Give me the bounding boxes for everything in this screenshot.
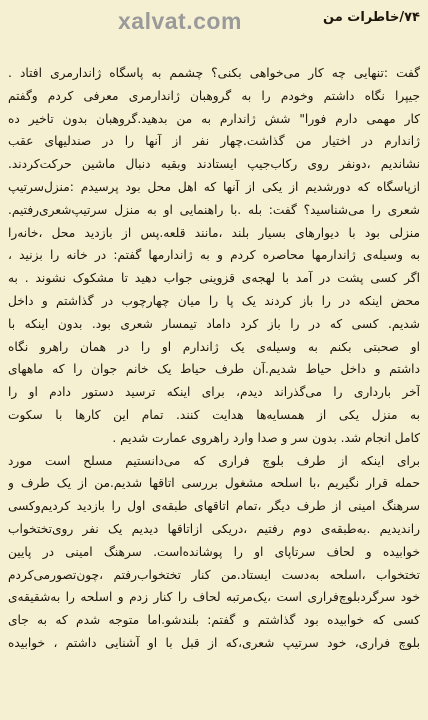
text-line: او صحبتی بکنم به وسیله‌ی یک ژاندارم او را در همان راهرو نگاه xyxy=(8,339,420,354)
text-line: به منزل یکی از همسایه‌ها هدایت کنند. تمام این کارها با سکوت xyxy=(8,407,420,422)
text-line: شعری را می‌شناسید؟ گفت: بله .با راهنمایی او به منزل سرتیپ‌شعری‌رفتیم. xyxy=(8,202,420,217)
text-line: به وسیله‌ی ژاندارمها محاصره کردم و به ژاندارمها گفتم: در خانه را بزنید ، xyxy=(8,248,420,263)
text-line: داشتم و داخل حیاط شدیم.آن طرف حیاط یک خانم جوان را که ماههای xyxy=(8,362,420,377)
text-line: خود سرگردبلوچ‌فراری است ،یک‌مرتبه لحاف را کنار زدم و اسلحه را به‌شقیقه‌ی xyxy=(8,590,420,605)
running-title: ۷۴/خاطرات من xyxy=(323,10,420,25)
text-line: ازپاسگاه که دورشدیم از یکی از آنها که اهل محل بود پرسیدم :منزل‌سرتیپ xyxy=(8,179,420,194)
text-line: راندیدیم .به‌طبقه‌ی دوم رفتیم ،دریکی ازاتاقها دیدیم یک نفر روی‌تختخواب xyxy=(8,521,420,536)
text-line: خوابیده و لحاف سرتاپای او را پوشانده‌است. سرهنگ امینی در پایین xyxy=(8,544,420,559)
body-text xyxy=(8,62,420,655)
text-line: ژاندارم در اختیار من گذاشت.چهار نفر از آنها را در صندلیهای عقب xyxy=(8,134,420,149)
text-line: کار مهمی دارم فورا" شش ژاندارم به من بدهید.گروهبان بدون تاخیر ده xyxy=(8,111,420,126)
text-line: حمله قرار نگیریم ،با اسلحه مشغول بررسی اتاقها شدیم.من از یک طرف و xyxy=(8,476,420,491)
site-watermark: xalvat.com xyxy=(118,8,242,34)
text-line: محض اینکه در را باز کردند یک پا را میان چهارچوب در گذاشتم و داخل xyxy=(8,293,420,308)
text-line: برای اینکه از طرف بلوچ فراری که می‌دانستیم مسلح است مورد xyxy=(8,453,420,468)
text-line: کسی که خوابیده بود گذاشتم و گفتم: بلندشو.اما متوجه شدم که به جای xyxy=(8,613,420,628)
text-line: گفت :تنهایی چه کار می‌خواهی بکنی؟ چشمم به پاسگاه ژاندارمری افتاد . xyxy=(8,66,420,80)
text-line: بلوچ فراری، خود سرتیپ شعری،که از قبل با او آشنایی داشتم ، خوابیده xyxy=(8,635,420,650)
page-header xyxy=(0,0,428,40)
text-line: کامل انجام شد. بدون سر و صدا وارد راهروی عمارت شدیم . xyxy=(112,430,420,445)
text-line: آخر بارداری را می‌گذراند دیدم، برای اینکه ترسید دستور دادم او را xyxy=(8,385,420,400)
text-line: نشاندیم ،دونفر روی رکاب‌جیپ ایستادند وبقیه دنبال ماشین حرکت‌کردند. xyxy=(8,157,420,172)
text-line: منزلی بود با دیوارهای بسیار بلند ،مانند قلعه.پس از بازدید محل ،خانه‌را xyxy=(8,225,420,240)
text-line: جیپرا نگاه داشتم وخودم را به گروهبان ژاندارمری معرفی کردم وگفتم xyxy=(8,88,420,103)
text-line: شدیم. کسی که در را باز کرد داماد تیمسار شعری بود. بدون اینکه با xyxy=(8,316,420,331)
text-line: سرهنگ امینی از طرف دیگر ،تمام اتاقهای طبقه‌ی اول را بازدید کردیم‌وکسی xyxy=(8,499,420,514)
text-line: تختخواب ،اسلحه به‌دست ایستاد.من کنار تختخواب‌رفتم ،چون‌تصورمی‌کردم xyxy=(8,567,420,582)
text-line: اگر کسی پشت در آمد با لهجه‌ی قزوینی جواب دهید تا مشکوک نشوند . به xyxy=(8,271,420,286)
